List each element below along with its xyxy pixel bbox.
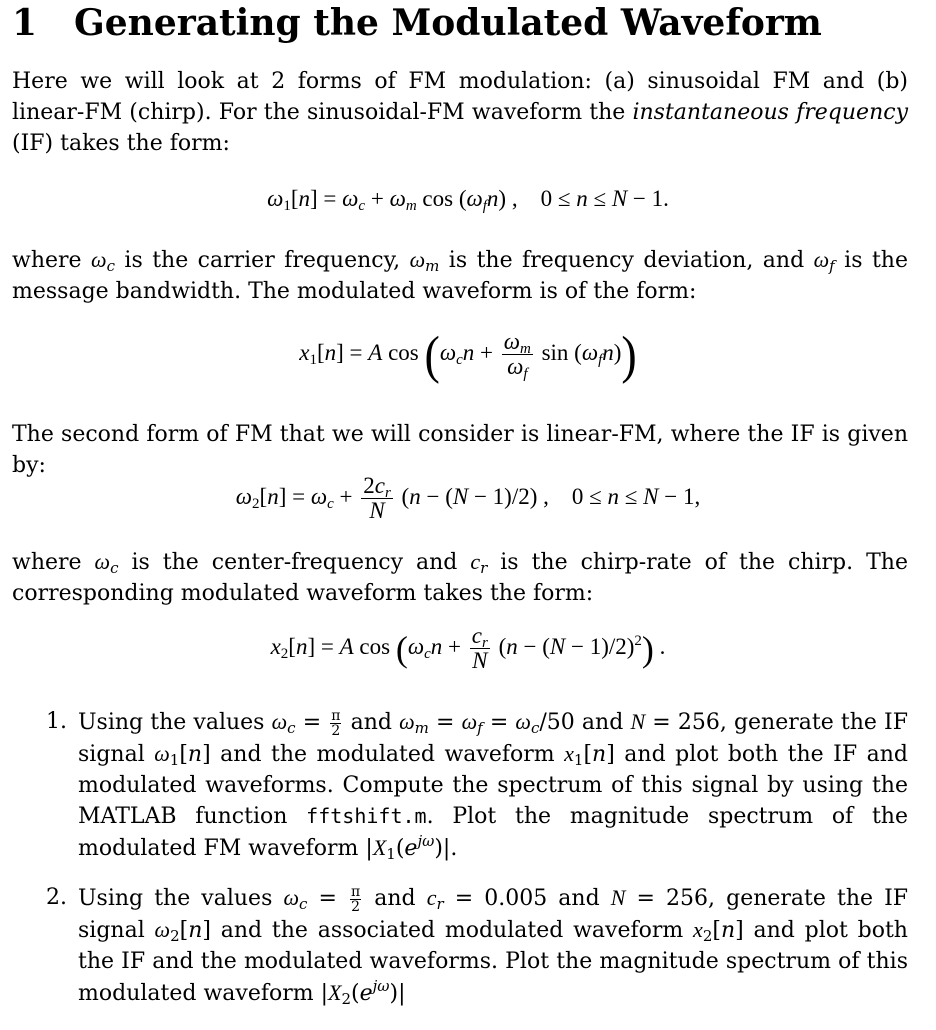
where-paragraph-2: where $\omega_c$ is the center-frequency and $c_r$ is the chirp-rate of the chirp. The corresponding modulated waveform takes the form:: [12, 549, 908, 606]
item2-text-6: and plot both the IF and the modulated waveforms. Plot the magnitude spectrum of this modulated waveform: [78, 918, 908, 1006]
list-item-2: 2. Using the values $\omega_c$ = $\frac{\pi}{2}$ and $c_r = 0.005$ and N = 256, generate the IF signal $\omega_2[n]$ and the associated modulated waveform $x_2[n]$ and plot both the IF and the modulated waveforms. Plot the magnitude spectrum of this modulated waveform $|X_2(e^{j\omega})|$: [46, 883, 909, 1008]
item1-text-7: . Plot the magnitude spectrum of the modulated FM waveform: [78, 804, 908, 861]
item1-text-3: and: [574, 710, 631, 735]
item2-text-3: and: [547, 886, 611, 911]
list-item-1: 1. Using the values $\omega_c$ = $\frac{\pi}{2}$ and $\omega_m = \omega_f = \omega_c/50$ and N = 256, generate the IF signal $\omega_1[n]$ and the modulated waveform $x_1[n]$ and plot both the IF and modulated waveforms. Compute the spectrum of this signal by using the MATLAB function fftshift.m. Plot the magnitude spectrum of the modulated FM waveform $|X_1(e^{j\omega})|$.: [46, 707, 908, 863]
item2-text-4: , generate the IF signal: [78, 886, 909, 943]
item1-text-2: and: [343, 710, 400, 735]
where1-text-2: is the carrier frequency,: [114, 248, 410, 273]
list-item-number: 1.: [46, 709, 67, 734]
section-number: 1: [12, 2, 38, 44]
second-form-paragraph: [12, 419, 908, 481]
intro-emphasis: instantaneous frequency: [632, 100, 908, 125]
intro-paragraph: [12, 66, 908, 159]
n-value: 256: [666, 886, 709, 911]
item1-text-4: , generate the IF signal: [78, 710, 908, 767]
ratio-value: 50: [546, 710, 575, 735]
where2-text-3: is the chirp-rate of the chirp. The corresponding modulated waveform takes the form:: [12, 550, 908, 606]
intro-text-2: (IF) takes the form:: [12, 131, 230, 156]
where1-text-1: where: [12, 248, 92, 273]
equation-x1: $x_1[n] = A$ $\cos (\omega_cn$ + $\frac{\omega_m}{\omega_f}$ $\sin (\omega_fn)$): [299, 324, 637, 384]
equation-if-sinusoidal: $\omega_1[n] = \omega_c + \omega_m$ $\cos (\omega_fn)$ , 0 ≤ n ≤ N − 1.: [267, 186, 669, 214]
where-paragraph-1: where $\omega_c$ is the carrier frequency, $\omega_m$ is the frequency deviation, and $\omega_f$ is the message bandwidth. The modulated waveform is of the form:: [12, 247, 908, 304]
n-value: 256: [677, 710, 720, 735]
section-heading: [12, 2, 822, 44]
where2-text-1: where: [12, 550, 95, 575]
where2-text-2: is the center-frequency and: [118, 550, 471, 575]
second-form-text: The second form of FM that we will consider is linear-FM, where the IF is given by:: [12, 422, 908, 478]
cr-value: 0.005: [484, 886, 548, 911]
where1-text-4: is the message bandwidth. The modulated waveform is of the form:: [12, 248, 908, 304]
item2-text-5: and the associated modulated waveform: [210, 918, 694, 943]
item1-text-1: Using the values: [78, 710, 272, 735]
equation-if-linear: $\omega_2[n] = \omega_c$ + $\frac{2c_r}{N}$ (n − (N − 1)/2) , 0 ≤ n ≤ N − 1,: [235, 473, 701, 523]
where1-text-3: is the frequency deviation, and: [439, 248, 814, 273]
item1-text-5: and the modulated waveform: [210, 742, 565, 767]
item2-text-1: Using the values: [78, 886, 284, 911]
item1-text-6: and plot both the IF and modulated waveforms. Compute the spectrum of this signal by using the MATLAB function: [78, 742, 908, 829]
item2-text-2: and: [363, 886, 427, 911]
equation-x2: $x_2[n] = A$ $\cos (\omega_cn$ + $\frac{c_r}{N}$ $(n - (N - 1)/2)^2$) .: [270, 623, 666, 673]
section-title: Generating the Modulated Waveform: [74, 2, 822, 44]
intro-text-1: Here we will look at 2 forms of FM modulation: (a) sinusoidal FM and (b) linear-FM (chirp). For the sinusoidal-FM waveform the: [12, 69, 908, 125]
matlab-function-code: fftshift.m: [306, 804, 427, 828]
list-item-number: 2.: [46, 885, 67, 910]
